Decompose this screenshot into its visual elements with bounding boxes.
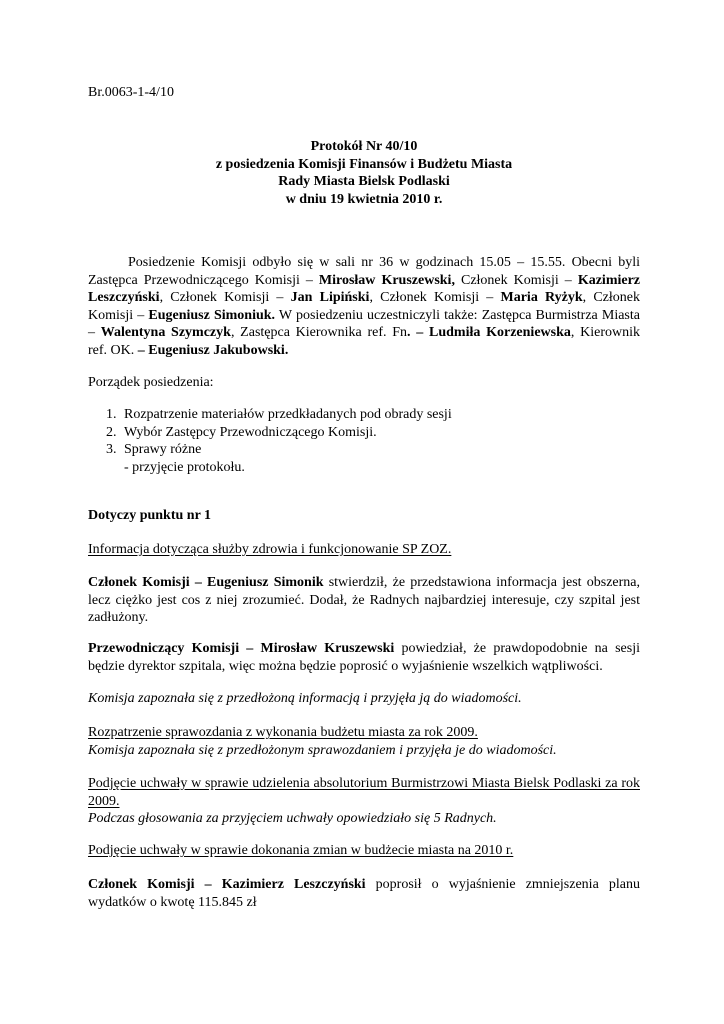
agenda-item: 3. Sprawy różne bbox=[120, 441, 640, 459]
attendee-name: Eugeniusz Simoniuk. bbox=[148, 307, 276, 323]
decision-text: Komisja zapoznała się z przedłożoną informacją i przyjęła ją do wiadomości. bbox=[88, 691, 522, 706]
section-budget-changes: Podjęcie uchwały w sprawie dokonania zmian w budżecie miasta na 2010 r. bbox=[88, 843, 514, 858]
intro-text: Członek Komisji – bbox=[454, 272, 578, 288]
statement-text: stwierdził, że przedstawiona informacja jest obszerna, lecz ciężko jest cos z niej zrozumieć. Dodał, że Radnych najbardziej interesuje, czy szpital jest zadłużony. bbox=[88, 575, 640, 625]
section-absolutorium bbox=[88, 775, 640, 828]
statement-kruszewski bbox=[88, 640, 640, 675]
agenda-item: 2. Wybór Zastępcy Przewodniczącego Komisji. bbox=[120, 424, 640, 442]
attendee-name: Kazimierz Leszczyński bbox=[88, 272, 641, 305]
statement-simonik bbox=[88, 574, 640, 627]
statement-text: poprosił o wyjaśnienie zmniejszenia planu wydatków o kwotę 115.845 zł bbox=[88, 877, 640, 910]
point-heading bbox=[88, 507, 640, 525]
intro-text: Posiedzenie Komisji odbyło się w sali nr 36 w godzinach 15.05 – 15.55. Obecni byli Zastępca Przewodniczącego Komisji – bbox=[88, 255, 640, 288]
decision-text: Podczas głosowania za przyjęciem uchwały opowiedziało się 5 Radnych. bbox=[88, 811, 497, 826]
agenda-subitem: - przyjęcie protokołu. bbox=[124, 459, 245, 475]
attendee-name: Walentyna Szymczyk bbox=[100, 325, 231, 340]
document-reference: Br.0063-1-4/10 bbox=[88, 85, 174, 100]
point-heading-text: Dotyczy punktu nr 1 bbox=[88, 508, 212, 523]
intro-text: , Członek Komisji – bbox=[88, 290, 640, 323]
intro-text: W posiedzeniu uczestniczyli także: Zastępca Burmistrza Miasta – bbox=[88, 307, 640, 340]
attendee-name: Mirosław Kruszewski, bbox=[318, 272, 455, 288]
document-title bbox=[88, 138, 640, 208]
title-line: z posiedzenia Komisji Finansów i Budżetu Miasta bbox=[215, 156, 513, 172]
agenda-heading: Porządek posiedzenia: bbox=[88, 375, 214, 390]
intro-text: , Członek Komisji – bbox=[369, 290, 501, 305]
attendee-name: – Eugeniusz Jakubowski. bbox=[137, 342, 289, 358]
speaker-name: Członek Komisji – Eugeniusz Simonik bbox=[88, 575, 324, 590]
title-line: Protokół Nr 40/10 bbox=[310, 139, 418, 154]
section-title: Rozpatrzenie sprawozdania z wykonania budżetu miasta za rok 2009. bbox=[88, 725, 478, 740]
agenda-list bbox=[88, 406, 640, 476]
title-line: Rady Miasta Bielsk Podlaski bbox=[278, 174, 450, 189]
speaker-name: Przewodniczący Komisji – Mirosław Kruszewski bbox=[88, 641, 395, 656]
section-budget-report bbox=[88, 724, 640, 759]
intro-text: , Zastępca Kierownika ref. Fn bbox=[230, 325, 408, 340]
intro-text: , Kierownik ref. OK. bbox=[88, 325, 640, 358]
decision-text: Komisja zapoznała się z przedłożonym sprawozdaniem i przyjęła je do wiadomości. bbox=[88, 742, 557, 758]
intro-paragraph bbox=[88, 254, 640, 359]
statement-leszczynski bbox=[88, 876, 640, 911]
agenda-item: 1. Rozpatrzenie materiałów przedkładanych pod obrady sesji bbox=[120, 406, 640, 424]
decision-note bbox=[88, 690, 640, 708]
attendee-name: Jan Lipiński bbox=[290, 290, 370, 305]
statement-text: powiedział, że prawdopodobnie na sesji będzie dyrektor szpitala, więc można będzie poprosić o wyjaśnienie wszelkich wątpliwości. bbox=[88, 641, 640, 674]
title-line: w dniu 19 kwietnia 2010 r. bbox=[285, 191, 443, 207]
section-title-health: Informacja dotycząca służby zdrowia i funkcjonowanie SP ZOZ. bbox=[88, 542, 452, 557]
speaker-name: Członek Komisji – Kazimierz Leszczyński bbox=[88, 877, 366, 892]
intro-text: , Członek Komisji – bbox=[159, 290, 291, 305]
attendee-name: Maria Ryżyk bbox=[500, 290, 583, 305]
section-title: Podjęcie uchwały w sprawie udzielenia absolutorium Burmistrzowi Miasta Bielsk Podlaski za rok 2009. bbox=[88, 776, 640, 809]
attendee-name: . – Ludmiła Korzeniewska bbox=[407, 325, 571, 340]
